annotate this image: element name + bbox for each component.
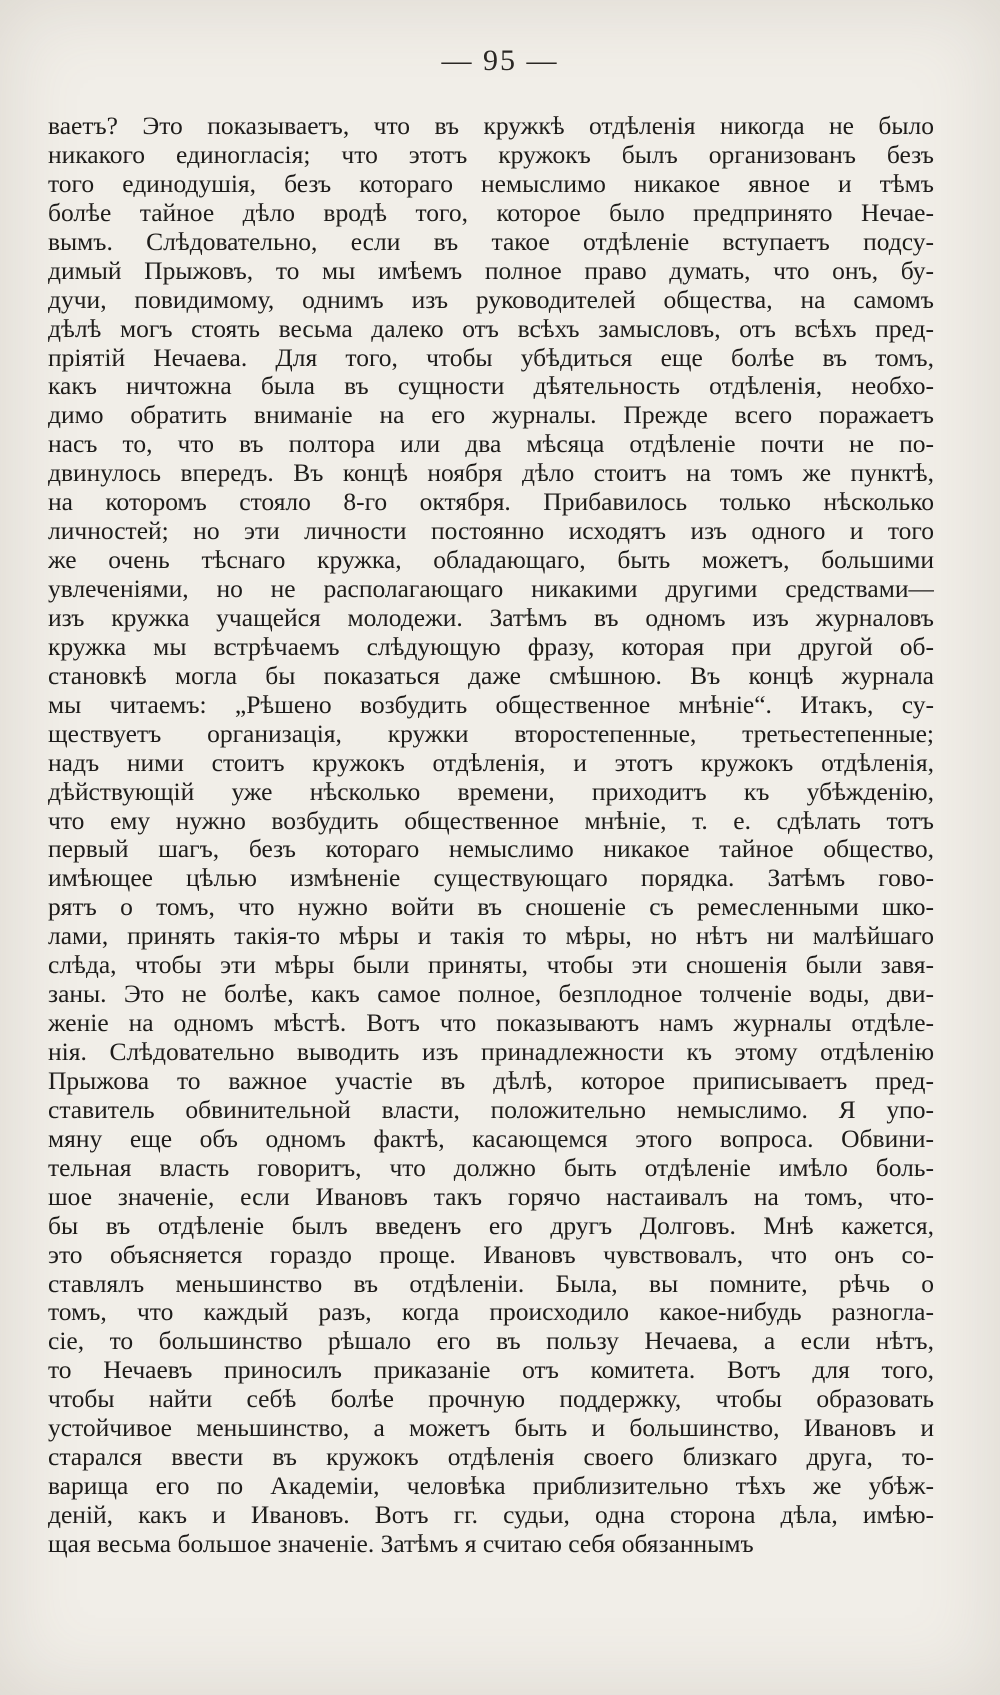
- text-line: какъ ничтожна была въ сущности дѣятельность отдѣленія, необхо-: [48, 372, 934, 401]
- text-line: то Нечаевъ приносилъ приказаніе отъ комитета. Вотъ для того,: [48, 1356, 934, 1385]
- text-line: сіе, то большинство рѣшало его въ пользу Нечаева, а если нѣтъ,: [48, 1327, 934, 1356]
- text-line: насъ то, что въ полтора или два мѣсяца отдѣленіе почти не по-: [48, 430, 934, 459]
- text-line: двинулось впередъ. Въ концѣ ноября дѣло стоитъ на томъ же пунктѣ,: [48, 459, 934, 488]
- text-line: никакого единогласія; что этотъ кружокъ былъ организованъ безъ: [48, 140, 934, 169]
- page-number: — 95 —: [441, 44, 559, 77]
- text-line: вымъ. Слѣдовательно, если въ такое отдѣленіе вступаетъ подсу-: [48, 227, 934, 256]
- text-line: заны. Это не болѣе, какъ самое полное, безплодное толченіе воды, дви-: [48, 980, 934, 1009]
- text-line: рятъ о томъ, что нужно войти въ сношеніе съ ремесленными шко-: [48, 893, 934, 922]
- text-line: Прыжова то важное участіе въ дѣлѣ, которое приписываетъ пред-: [48, 1066, 934, 1095]
- text-line: лами, принять такія-то мѣры и такія то мѣры, но нѣтъ ни малѣйшаго: [48, 922, 934, 951]
- text-line: тельная власть говоритъ, что должно быть отдѣленіе имѣло боль-: [48, 1153, 934, 1182]
- text-line: дучи, повидимому, однимъ изъ руководителей общества, на самомъ: [48, 285, 934, 314]
- text-line: нія. Слѣдовательно выводить изъ принадлежности къ этому отдѣленію: [48, 1038, 934, 1066]
- text-line: имѣющее цѣлью измѣненіе существующаго порядка. Затѣмъ гово-: [48, 864, 934, 893]
- text-line: дѣйствующій уже нѣсколько времени, приходитъ къ убѣжденію,: [48, 777, 934, 806]
- text-line: пріятій Нечаева. Для того, чтобы убѣдиться еще болѣе въ томъ,: [48, 343, 934, 372]
- text-line: дѣлѣ могъ стоять весьма далеко отъ всѣхъ замысловъ, отъ всѣхъ пред-: [48, 314, 934, 343]
- text-line: изъ кружка учащейся молодежи. Затѣмъ въ одномъ изъ журналовъ: [48, 603, 934, 632]
- text-line: женіе на одномъ мѣстѣ. Вотъ что показываютъ намъ журналы отдѣле-: [48, 1009, 934, 1038]
- body-text: [48, 112, 934, 1559]
- text-line: это объясняется гораздо проще. Ивановъ чувствовалъ, что онъ со-: [48, 1240, 934, 1269]
- text-line: личностей; но эти личности постоянно исходятъ изъ одного и того: [48, 517, 934, 546]
- text-line: становкѣ могла бы показаться даже смѣшною. Въ концѣ журнала: [48, 661, 934, 690]
- text-line: ществуетъ организація, кружки второстепенные, третьестепенные;: [48, 719, 934, 748]
- text-line: мяну еще объ одномъ фактѣ, касающемся этого вопроса. Обвини-: [48, 1124, 934, 1153]
- text-line: что ему нужно возбудить общественное мнѣніе, т. е. сдѣлать тотъ: [48, 806, 934, 835]
- text-line: ваетъ? Это показываетъ, что въ кружкѣ отдѣленія никогда не было: [48, 112, 934, 140]
- text-line: увлеченіями, но не располагающаго никакими другими средствами—: [48, 575, 934, 603]
- text-line: мы читаемъ: „Рѣшено возбудить общественное мнѣніе“. Итакъ, су-: [48, 690, 934, 719]
- text-line: бы въ отдѣленіе былъ введенъ его другъ Долговъ. Мнѣ кажется,: [48, 1211, 934, 1240]
- text-line: устойчивое меньшинство, а можетъ быть и большинство, Ивановъ и: [48, 1414, 934, 1443]
- text-line: болѣе тайное дѣло вродѣ того, которое было предпринято Нечае-: [48, 198, 934, 227]
- text-line: надъ ними стоитъ кружокъ отдѣленія, и этотъ кружокъ отдѣленія,: [48, 748, 934, 777]
- text-line: чтобы найти себѣ болѣе прочную поддержку, чтобы образовать: [48, 1385, 934, 1414]
- text-line: того единодушія, безъ котораго немыслимо никакое явное и тѣмъ: [48, 169, 934, 198]
- text-line: димо обратить вниманіе на его журналы. Прежде всего поражаетъ: [48, 401, 934, 430]
- text-line: томъ, что каждый разъ, когда происходило какое-нибудь разногла-: [48, 1298, 934, 1327]
- text-line: первый шагъ, безъ котораго немыслимо никакое тайное общество,: [48, 835, 934, 864]
- text-line: же очень тѣснаго кружка, обладающаго, быть можетъ, большими: [48, 546, 934, 575]
- text-line: деній, какъ и Ивановъ. Вотъ гг. судьи, одна сторона дѣла, имѣю-: [48, 1501, 934, 1529]
- text-line: слѣда, чтобы эти мѣры были приняты, чтобы эти сношенія были завя-: [48, 951, 934, 980]
- text-line: ставитель обвинительной власти, положительно немыслимо. Я упо-: [48, 1095, 934, 1124]
- text-line: старался ввести въ кружокъ отдѣленія своего близкаго друга, то-: [48, 1443, 934, 1472]
- text-line: кружка мы встрѣчаемъ слѣдующую фразу, которая при другой об-: [48, 632, 934, 661]
- text-line: димый Прыжовъ, то мы имѣемъ полное право думать, что онъ, бу-: [48, 256, 934, 285]
- text-line: щая весьма большое значеніе. Затѣмъ я считаю себя обязаннымъ: [48, 1529, 754, 1558]
- text-line: варища его по Академіи, человѣка приблизительно тѣхъ же убѣж-: [48, 1472, 934, 1501]
- text-line: шое значеніе, если Ивановъ такъ горячо настаивалъ на томъ, что-: [48, 1182, 934, 1211]
- text-line: на которомъ стояло 8-го октября. Прибавилось только нѣсколько: [48, 488, 934, 517]
- text-line: ставлялъ меньшинство въ отдѣленіи. Была, вы помните, рѣчь о: [48, 1269, 934, 1298]
